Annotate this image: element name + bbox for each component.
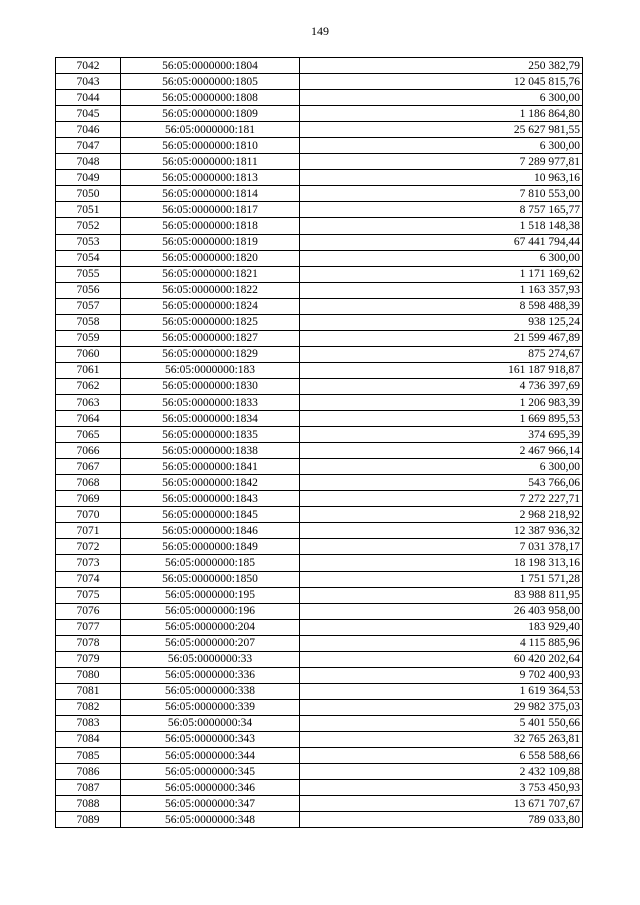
cadastral-number-cell: 56:05:0000000:1817 [121,202,300,218]
table-row [56,154,583,170]
row-number-cell: 7075 [56,587,121,603]
table-row [56,106,583,122]
cadastral-value-cell: 1 669 895,53 [300,411,583,427]
row-number-cell: 7044 [56,90,121,106]
table-row [56,780,583,796]
row-number-cell: 7057 [56,298,121,314]
row-number-cell: 7065 [56,427,121,443]
cadastral-value-cell: 10 963,16 [300,170,583,186]
row-number-cell: 7052 [56,218,121,234]
cadastral-number-cell: 56:05:0000000:1850 [121,571,300,587]
cadastral-number-cell: 56:05:0000000:181 [121,122,300,138]
cadastral-number-cell: 56:05:0000000:204 [121,619,300,635]
cadastral-value-cell: 4 115 885,96 [300,635,583,651]
cadastral-value-cell: 8 598 488,39 [300,298,583,314]
table-row [56,555,583,571]
table-row [56,346,583,362]
table-row [56,475,583,491]
cadastral-number-cell: 56:05:0000000:345 [121,764,300,780]
cadastral-number-cell: 56:05:0000000:1838 [121,443,300,459]
table-row [56,587,583,603]
row-number-cell: 7084 [56,731,121,747]
cadastral-number-cell: 56:05:0000000:1804 [121,58,300,74]
row-number-cell: 7078 [56,635,121,651]
table-row [56,122,583,138]
row-number-cell: 7072 [56,539,121,555]
cadastral-number-cell: 56:05:0000000:1846 [121,523,300,539]
cadastral-number-cell: 56:05:0000000:185 [121,555,300,571]
cadastral-number-cell: 56:05:0000000:1821 [121,266,300,282]
table-row [56,362,583,378]
row-number-cell: 7045 [56,106,121,122]
cadastral-number-cell: 56:05:0000000:347 [121,796,300,812]
row-number-cell: 7047 [56,138,121,154]
row-number-cell: 7066 [56,443,121,459]
cadastral-value-cell: 7 272 227,71 [300,491,583,507]
cadastral-value-cell: 13 671 707,67 [300,796,583,812]
row-number-cell: 7055 [56,266,121,282]
table-row [56,796,583,812]
table-row [56,90,583,106]
row-number-cell: 7058 [56,314,121,330]
table-row [56,667,583,683]
cadastral-value-cell: 374 695,39 [300,427,583,443]
table-row [56,539,583,555]
table-row [56,619,583,635]
cadastral-value-cell: 6 300,00 [300,459,583,475]
table-row [56,748,583,764]
row-number-cell: 7064 [56,411,121,427]
table-row [56,58,583,74]
cadastral-number-cell: 56:05:0000000:344 [121,748,300,764]
cadastral-number-cell: 56:05:0000000:1827 [121,330,300,346]
table-row [56,459,583,475]
cadastral-number-cell: 56:05:0000000:348 [121,812,300,828]
row-number-cell: 7071 [56,523,121,539]
table-row [56,394,583,410]
row-number-cell: 7048 [56,154,121,170]
cadastral-number-cell: 56:05:0000000:196 [121,603,300,619]
page-number: 149 [311,24,329,38]
table-row [56,523,583,539]
cadastral-number-cell: 56:05:0000000:1830 [121,378,300,394]
cadastral-value-cell: 3 753 450,93 [300,780,583,796]
cadastral-value-cell: 161 187 918,87 [300,362,583,378]
table-body [56,58,583,828]
cadastral-value-cell: 21 599 467,89 [300,330,583,346]
row-number-cell: 7043 [56,74,121,90]
cadastral-value-cell: 2 432 109,88 [300,764,583,780]
table-row [56,170,583,186]
row-number-cell: 7060 [56,346,121,362]
cadastral-value-cell: 83 988 811,95 [300,587,583,603]
cadastral-value-cell: 7 810 553,00 [300,186,583,202]
table-row [56,314,583,330]
cadastral-number-cell: 56:05:0000000:1835 [121,427,300,443]
cadastral-value-cell: 18 198 313,16 [300,555,583,571]
row-number-cell: 7051 [56,202,121,218]
cadastral-number-cell: 56:05:0000000:1808 [121,90,300,106]
cadastral-number-cell: 56:05:0000000:183 [121,362,300,378]
row-number-cell: 7061 [56,362,121,378]
row-number-cell: 7083 [56,715,121,731]
table-row [56,603,583,619]
cadastral-number-cell: 56:05:0000000:195 [121,587,300,603]
cadastral-value-cell: 25 627 981,55 [300,122,583,138]
row-number-cell: 7059 [56,330,121,346]
cadastral-value-cell: 12 045 815,76 [300,74,583,90]
cadastral-value-cell: 250 382,79 [300,58,583,74]
cadastral-number-cell: 56:05:0000000:1818 [121,218,300,234]
cadastral-value-cell: 1 619 364,53 [300,683,583,699]
cadastral-value-table [55,57,583,828]
table-row [56,74,583,90]
cadastral-number-cell: 56:05:0000000:1843 [121,491,300,507]
cadastral-number-cell: 56:05:0000000:1820 [121,250,300,266]
cadastral-value-cell: 29 982 375,03 [300,699,583,715]
table-row [56,234,583,250]
cadastral-value-cell: 1 206 983,39 [300,394,583,410]
cadastral-value-cell: 789 033,80 [300,812,583,828]
table-row [56,330,583,346]
cadastral-number-cell: 56:05:0000000:339 [121,699,300,715]
row-number-cell: 7080 [56,667,121,683]
cadastral-value-cell: 6 558 588,66 [300,748,583,764]
table-row [56,202,583,218]
table-row [56,764,583,780]
table-row [56,138,583,154]
cadastral-number-cell: 56:05:0000000:338 [121,683,300,699]
cadastral-value-cell: 26 403 958,00 [300,603,583,619]
cadastral-value-cell: 5 401 550,66 [300,715,583,731]
row-number-cell: 7088 [56,796,121,812]
row-number-cell: 7087 [56,780,121,796]
table-row [56,699,583,715]
row-number-cell: 7046 [56,122,121,138]
table-row [56,683,583,699]
cadastral-number-cell: 56:05:0000000:343 [121,731,300,747]
cadastral-number-cell: 56:05:0000000:1834 [121,411,300,427]
table-row [56,250,583,266]
cadastral-value-cell: 183 929,40 [300,619,583,635]
cadastral-value-cell: 8 757 165,77 [300,202,583,218]
row-number-cell: 7082 [56,699,121,715]
cadastral-value-cell: 938 125,24 [300,314,583,330]
row-number-cell: 7089 [56,812,121,828]
table-row [56,635,583,651]
cadastral-number-cell: 56:05:0000000:1811 [121,154,300,170]
row-number-cell: 7050 [56,186,121,202]
row-number-cell: 7069 [56,491,121,507]
cadastral-number-cell: 56:05:0000000:1825 [121,314,300,330]
cadastral-value-cell: 6 300,00 [300,250,583,266]
cadastral-number-cell: 56:05:0000000:1813 [121,170,300,186]
cadastral-value-cell: 6 300,00 [300,90,583,106]
cadastral-value-cell: 1 518 148,38 [300,218,583,234]
cadastral-value-cell: 1 751 571,28 [300,571,583,587]
table-row [56,282,583,298]
row-number-cell: 7070 [56,507,121,523]
row-number-cell: 7081 [56,683,121,699]
table-row [56,186,583,202]
cadastral-number-cell: 56:05:0000000:34 [121,715,300,731]
cadastral-number-cell: 56:05:0000000:1833 [121,394,300,410]
cadastral-value-cell: 7 289 977,81 [300,154,583,170]
row-number-cell: 7063 [56,394,121,410]
row-number-cell: 7068 [56,475,121,491]
cadastral-value-cell: 60 420 202,64 [300,651,583,667]
cadastral-number-cell: 56:05:0000000:33 [121,651,300,667]
cadastral-number-cell: 56:05:0000000:1824 [121,298,300,314]
cadastral-value-cell: 7 031 378,17 [300,539,583,555]
table-row [56,427,583,443]
cadastral-number-cell: 56:05:0000000:1841 [121,459,300,475]
cadastral-value-cell: 4 736 397,69 [300,378,583,394]
cadastral-value-cell: 6 300,00 [300,138,583,154]
cadastral-number-cell: 56:05:0000000:1849 [121,539,300,555]
cadastral-number-cell: 56:05:0000000:1842 [121,475,300,491]
cadastral-value-cell: 67 441 794,44 [300,234,583,250]
table-row [56,443,583,459]
cadastral-number-cell: 56:05:0000000:1810 [121,138,300,154]
table-row [56,411,583,427]
cadastral-number-cell: 56:05:0000000:207 [121,635,300,651]
cadastral-number-cell: 56:05:0000000:1829 [121,346,300,362]
cadastral-value-cell: 1 171 169,62 [300,266,583,282]
row-number-cell: 7042 [56,58,121,74]
cadastral-value-cell: 12 387 936,32 [300,523,583,539]
cadastral-number-cell: 56:05:0000000:1845 [121,507,300,523]
table-row [56,812,583,828]
cadastral-number-cell: 56:05:0000000:1809 [121,106,300,122]
table-row [56,218,583,234]
cadastral-value-cell: 2 968 218,92 [300,507,583,523]
cadastral-value-cell: 1 186 864,80 [300,106,583,122]
row-number-cell: 7079 [56,651,121,667]
row-number-cell: 7067 [56,459,121,475]
table-row [56,651,583,667]
cadastral-value-cell: 875 274,67 [300,346,583,362]
table-row [56,731,583,747]
table-row [56,298,583,314]
cadastral-number-cell: 56:05:0000000:1805 [121,74,300,90]
cadastral-number-cell: 56:05:0000000:1814 [121,186,300,202]
table-row [56,378,583,394]
row-number-cell: 7073 [56,555,121,571]
row-number-cell: 7074 [56,571,121,587]
table-row [56,571,583,587]
row-number-cell: 7054 [56,250,121,266]
cadastral-value-cell: 32 765 263,81 [300,731,583,747]
row-number-cell: 7076 [56,603,121,619]
cadastral-value-cell: 9 702 400,93 [300,667,583,683]
row-number-cell: 7085 [56,748,121,764]
cadastral-number-cell: 56:05:0000000:346 [121,780,300,796]
row-number-cell: 7049 [56,170,121,186]
row-number-cell: 7062 [56,378,121,394]
row-number-cell: 7077 [56,619,121,635]
table-row [56,491,583,507]
cadastral-value-cell: 2 467 966,14 [300,443,583,459]
cadastral-number-cell: 56:05:0000000:1819 [121,234,300,250]
cadastral-number-cell: 56:05:0000000:1822 [121,282,300,298]
table-row [56,715,583,731]
row-number-cell: 7053 [56,234,121,250]
table-row [56,266,583,282]
cadastral-number-cell: 56:05:0000000:336 [121,667,300,683]
row-number-cell: 7056 [56,282,121,298]
cadastral-value-cell: 543 766,06 [300,475,583,491]
cadastral-value-cell: 1 163 357,93 [300,282,583,298]
table-row [56,507,583,523]
row-number-cell: 7086 [56,764,121,780]
